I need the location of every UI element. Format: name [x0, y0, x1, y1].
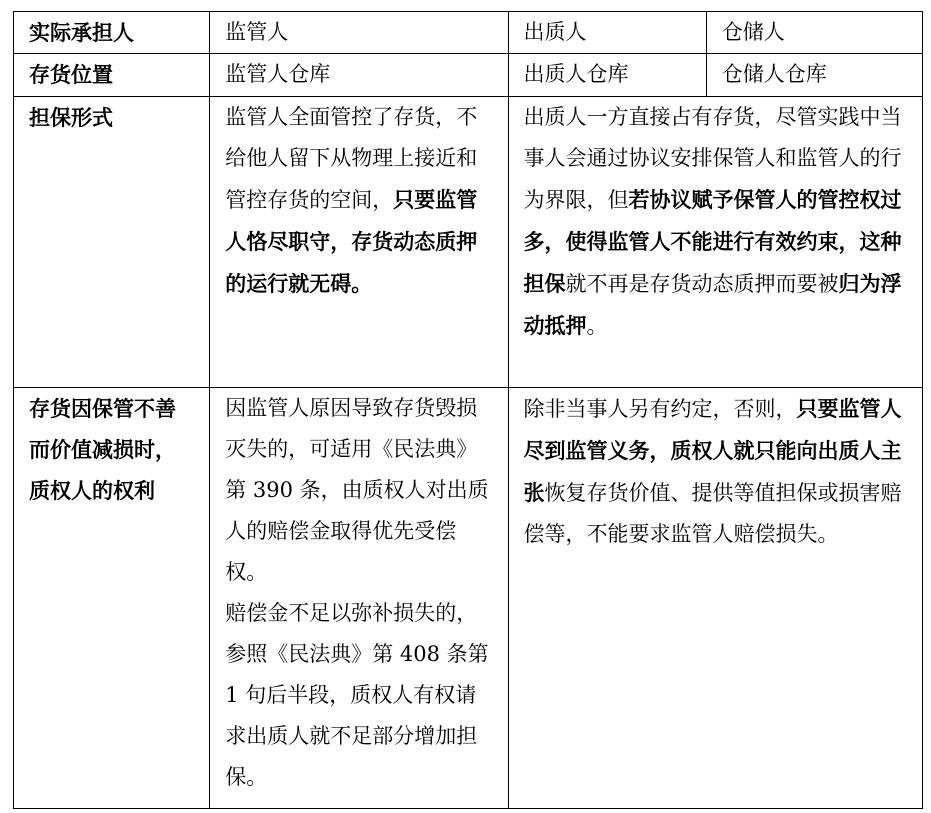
cell-guarantee-supervisor: [210, 97, 508, 388]
row-header-location: 存货位置: [14, 54, 210, 97]
row-header-pledgee-rights: 存货因保管不善而价值减损时，质权人的权利: [14, 388, 210, 809]
row-header-bearer: 实际承担人: [14, 12, 210, 54]
text-run: 出质人一方直接占有存货，尽管实践中当事人会通过协议安排保管人和监管人的行为界限，但: [523, 105, 902, 212]
cell-supervisor-warehouse: 监管人仓库: [210, 54, 508, 97]
text-run: 就不再是存货动态质押而要被: [565, 272, 839, 296]
text-run: 监管人全面管控了存货，不给他人留下从物理上接近和管控存货的空间，: [225, 105, 478, 212]
text-run-bold: 若协议赋予保管人的管控权过多，使得监管人不能进行有效约束，这种担保: [523, 187, 902, 296]
text-run: 除非当事人另有约定，否则，: [523, 397, 797, 421]
cell-guarantee-pledgor: [508, 97, 922, 388]
row-header-guarantee-form: 担保形式: [14, 97, 210, 388]
text-run: 。: [586, 314, 608, 338]
paragraph: 赔偿金不足以弥补损失的，参照《民法典》第 408 条第 1 句后半段，质权人有权请求出质人就不足部分增加担保。: [225, 601, 489, 789]
cell-warehouser: 仓储人: [706, 12, 922, 54]
text-run-bold: 只要监管人恪尽职守，存货动态质押的运行就无碍。: [225, 187, 478, 296]
table-row: [14, 12, 923, 54]
cell-supervisor: 监管人: [210, 12, 508, 54]
text-run-bold: 归为浮动抵押: [523, 271, 902, 338]
cell-pledgor-warehouse: 出质人仓库: [508, 54, 706, 97]
cell-rights-supervisor: [210, 388, 508, 809]
cell-rights-pledgor: [508, 388, 922, 809]
text-run-bold: 只要监管人尽到监管义务，质权人就只能向出质人主张: [523, 396, 902, 505]
table-row: [14, 388, 923, 809]
table-row: [14, 97, 923, 388]
table-row: [14, 54, 923, 97]
comparison-table: [13, 11, 923, 809]
cell-warehouser-warehouse: 仓储人仓库: [706, 54, 922, 97]
paragraph: 因监管人原因导致存货毁损灭失的，可适用《民法典》第 390 条，由质权人对出质人的赔偿金取得优先受偿权。: [225, 396, 489, 584]
cell-pledgor: 出质人: [508, 12, 706, 54]
text-run: 恢复存货价值、提供等值担保或损害赔偿等，不能要求监管人赔偿损失。: [523, 481, 902, 546]
